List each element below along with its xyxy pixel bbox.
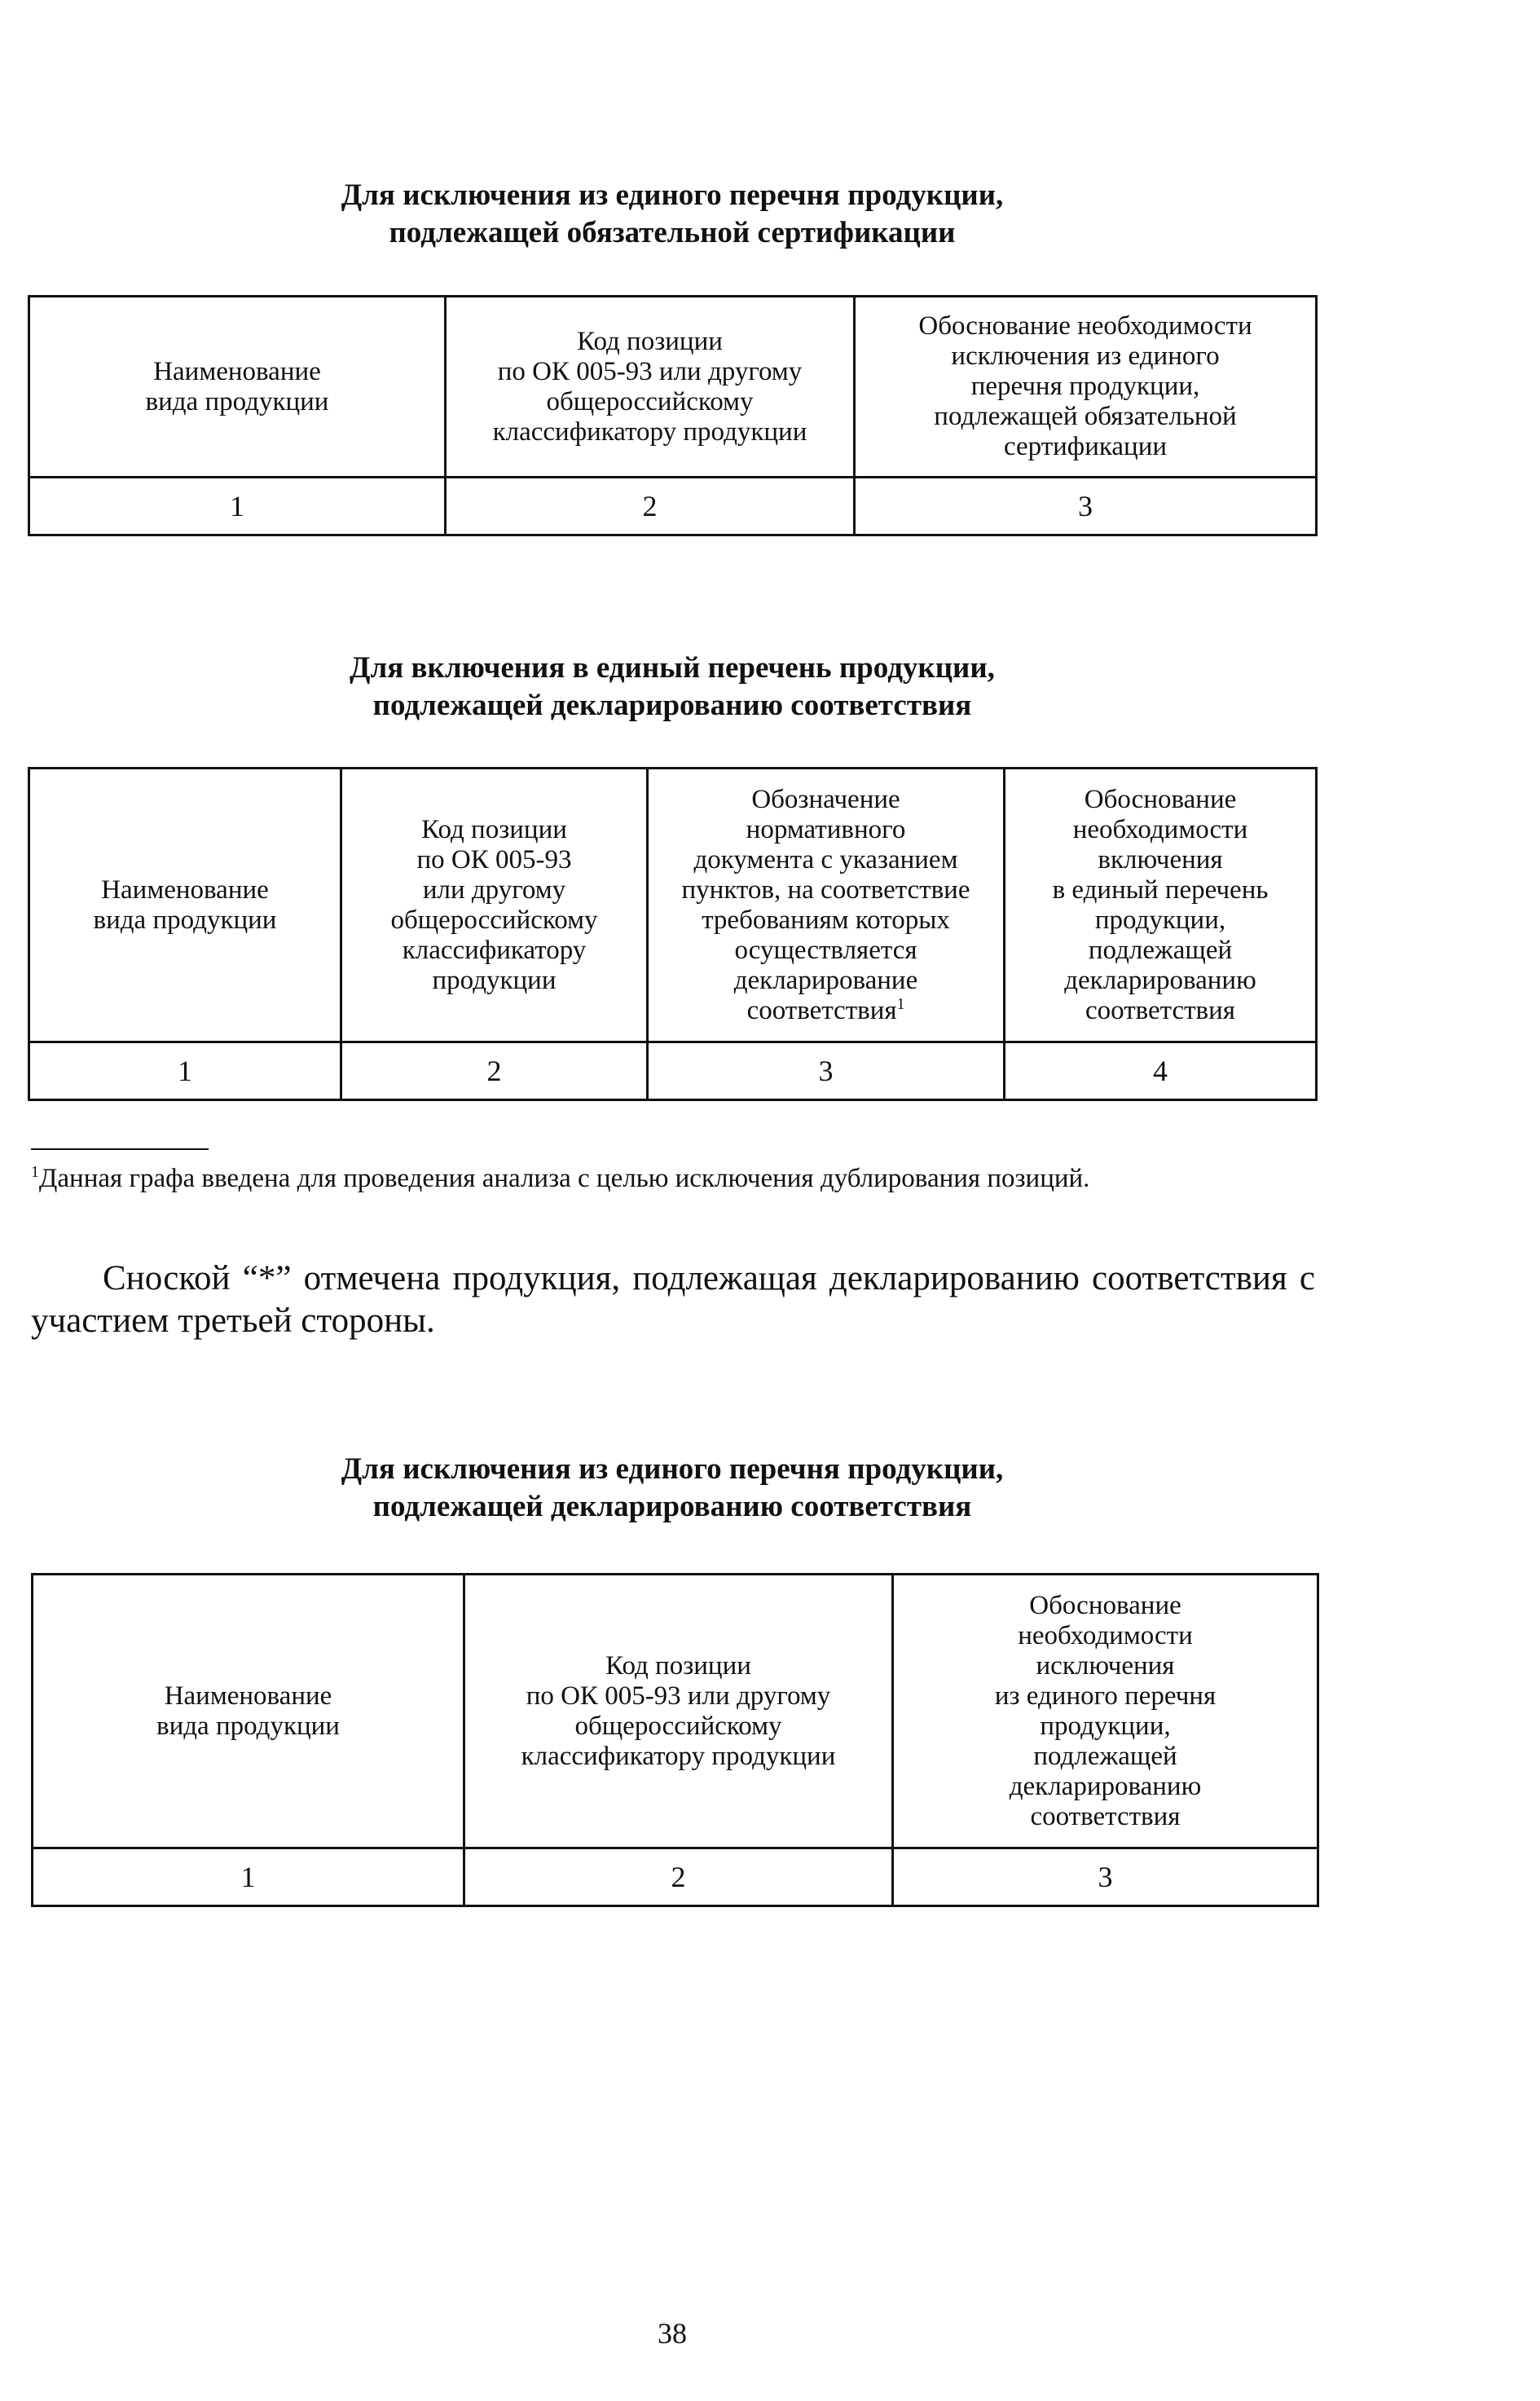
section1-title — [0, 177, 1344, 252]
header-cell: Наименование вида продукции — [29, 297, 446, 478]
footnote — [31, 1164, 1315, 1194]
header-cell: Обоснование необходимости включения в единый перечень продукции, подлежащей декларированию соответствия — [1005, 769, 1317, 1042]
column-number: 4 — [1005, 1042, 1317, 1100]
header-cell: Код позиции по ОК 005-93 или другому общероссийскому классификатору продукции — [341, 769, 648, 1042]
section2-title — [0, 650, 1344, 725]
column-number: 3 — [648, 1042, 1005, 1100]
column-number: 1 — [29, 1042, 341, 1100]
section2-title-line2: подлежащей декларированию соответствия — [372, 689, 972, 722]
column-number: 2 — [446, 478, 855, 535]
table-number-row — [29, 478, 1317, 535]
column-number: 2 — [341, 1042, 648, 1100]
column-number: 1 — [33, 1848, 464, 1906]
header-cell-text: Обозначение нормативного документа с указанием пунктов, на соответствие требованиям которых осуществляется декларирование соответствия — [681, 784, 970, 1025]
footnote-divider — [31, 1148, 209, 1150]
section3-table — [31, 1573, 1319, 1907]
header-cell: Наименование вида продукции — [33, 1575, 464, 1848]
section1-table — [28, 295, 1318, 536]
column-number: 2 — [464, 1848, 893, 1906]
section2-table — [28, 767, 1318, 1101]
column-number: 1 — [29, 478, 446, 535]
section3-title — [0, 1451, 1344, 1526]
column-number: 3 — [855, 478, 1317, 535]
column-number: 3 — [893, 1848, 1318, 1906]
page-number: 38 — [658, 2317, 687, 2350]
table-header-row — [33, 1575, 1318, 1848]
header-cell — [648, 769, 1005, 1042]
header-cell: Код позиции по ОК 005-93 или другому общероссийскому классификатору продукции — [446, 297, 855, 478]
header-cell: Обоснование необходимости исключения из единого перечня продукции, подлежащей обязательной сертификации — [855, 297, 1317, 478]
table-header-row — [29, 769, 1317, 1042]
footnote-mark: 1 — [31, 1163, 39, 1181]
section2-title-line1: Для включения в единый перечень продукции, — [350, 651, 995, 685]
footnote-text: Данная графа введена для проведения анализа с целью исключения дублирования позиций. — [38, 1164, 1090, 1193]
section3-title-line1: Для исключения из единого перечня продукции, — [341, 1452, 1004, 1486]
body-paragraph: Сноской “*” отмечена продукция, подлежащая декларированию соответствия с участием третьей стороны. — [31, 1259, 1315, 1340]
section1-title-line2: подлежащей обязательной сертификации — [389, 216, 956, 249]
table-number-row — [33, 1848, 1318, 1906]
section3-title-line2: подлежащей декларированию соответствия — [372, 1490, 972, 1523]
table-header-row — [29, 297, 1317, 478]
table-number-row — [29, 1042, 1317, 1100]
header-cell: Обоснование необходимости исключения из единого перечня продукции, подлежащей декларированию соответствия — [893, 1575, 1318, 1848]
header-cell: Код позиции по ОК 005-93 или другому общероссийскому классификатору продукции — [464, 1575, 893, 1848]
footnote-reference: 1 — [896, 994, 905, 1013]
section1-title-line1: Для исключения из единого перечня продукции, — [341, 178, 1004, 212]
header-cell: Наименование вида продукции — [29, 769, 341, 1042]
